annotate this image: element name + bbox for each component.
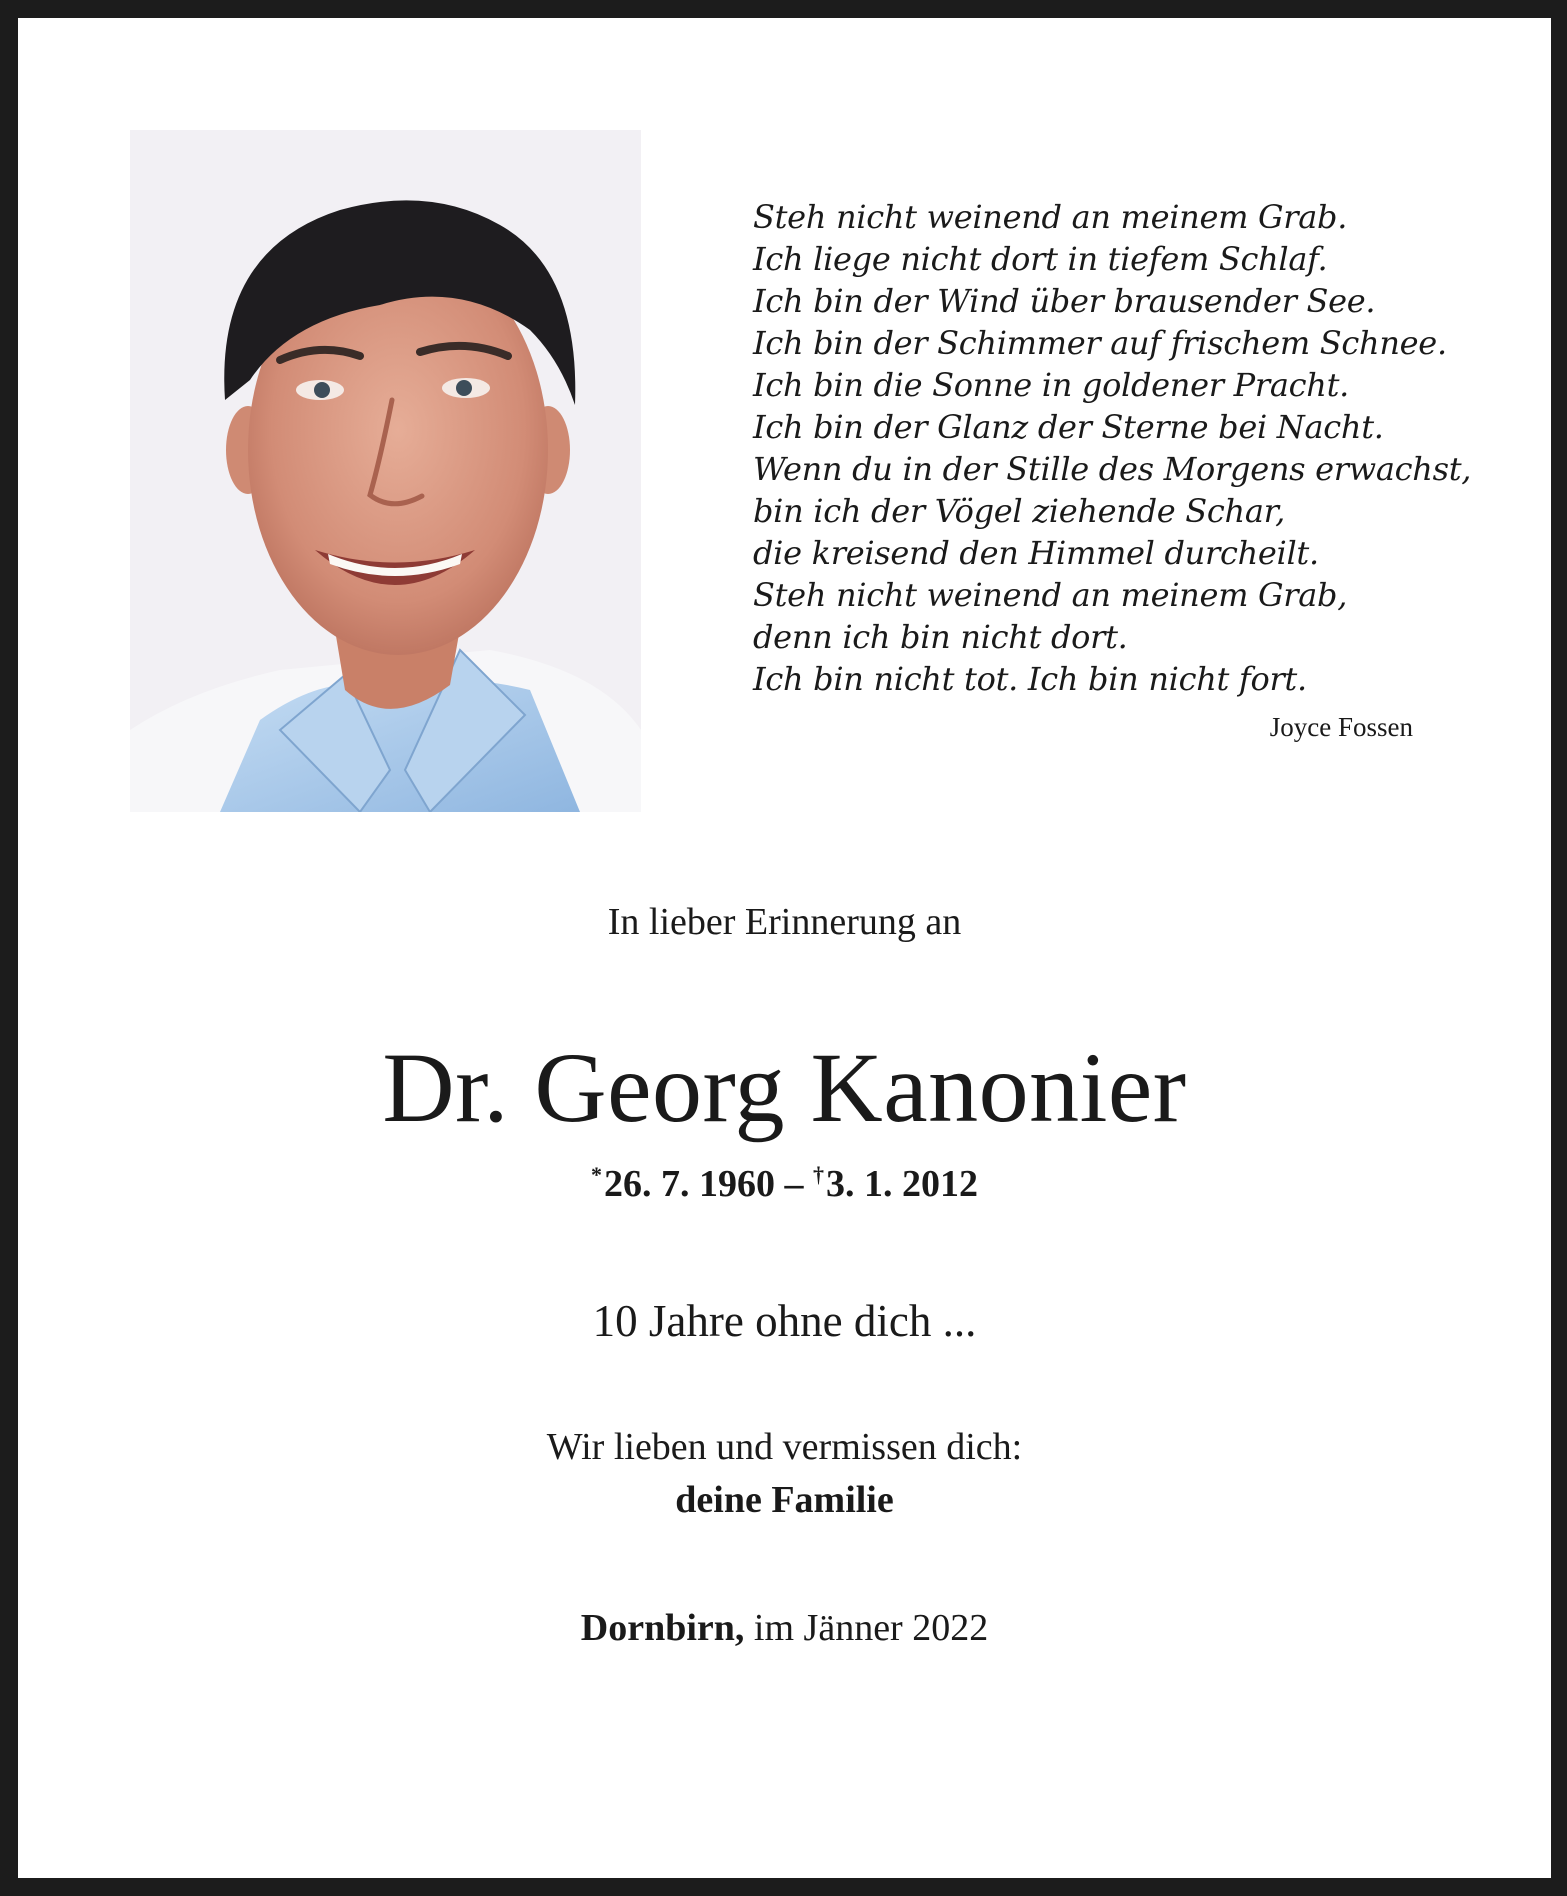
death-date: 3. 1. 2012 xyxy=(826,1163,978,1205)
deceased-name: Dr. Georg Kanonier xyxy=(382,1032,1187,1143)
place-date-line xyxy=(18,1606,1551,1650)
poem-author: Joyce Fossen xyxy=(1269,712,1413,742)
date-text: im Jänner 2022 xyxy=(744,1607,989,1649)
date-separator: – xyxy=(775,1163,813,1205)
poem-line: die kreisend den Himmel durcheilt. xyxy=(753,534,1319,572)
poem xyxy=(753,196,1472,700)
portrait-photo xyxy=(130,130,641,812)
memorial-intro: In lieber Erinnerung an xyxy=(607,901,962,943)
life-dates xyxy=(18,1162,1551,1206)
birth-symbol: * xyxy=(591,1162,602,1187)
poem-line: Ich bin der Schimmer auf frischem Schnee. xyxy=(753,324,1447,362)
poem-line: Steh nicht weinend an meinem Grab, xyxy=(753,576,1348,614)
love-text: Wir lieben und vermissen dich: xyxy=(546,1426,1023,1468)
years-text: 10 Jahre ohne dich ... xyxy=(592,1296,977,1346)
poem-line: Ich bin die Sonne in goldener Pracht. xyxy=(753,366,1349,404)
family-signature: deine Familie xyxy=(675,1479,894,1521)
poem-line: Ich liege nicht dort in tiefem Schlaf. xyxy=(753,240,1328,278)
death-symbol: † xyxy=(813,1162,824,1187)
poem-line: Ich bin der Glanz der Sterne bei Nacht. xyxy=(753,408,1384,446)
poem-line: Steh nicht weinend an meinem Grab. xyxy=(753,198,1348,236)
birth-date: 26. 7. 1960 xyxy=(604,1163,775,1205)
place-name: Dornbirn, xyxy=(580,1607,745,1649)
poem-line: denn ich bin nicht dort. xyxy=(753,618,1128,656)
poem-line: bin ich der Vögel ziehende Schar, xyxy=(753,492,1285,530)
poem-line: Wenn du in der Stille des Morgens erwachst, xyxy=(753,450,1472,488)
poem-line: Ich bin der Wind über brausender See. xyxy=(753,282,1376,320)
poem-line: Ich bin nicht tot. Ich bin nicht fort. xyxy=(753,660,1307,698)
